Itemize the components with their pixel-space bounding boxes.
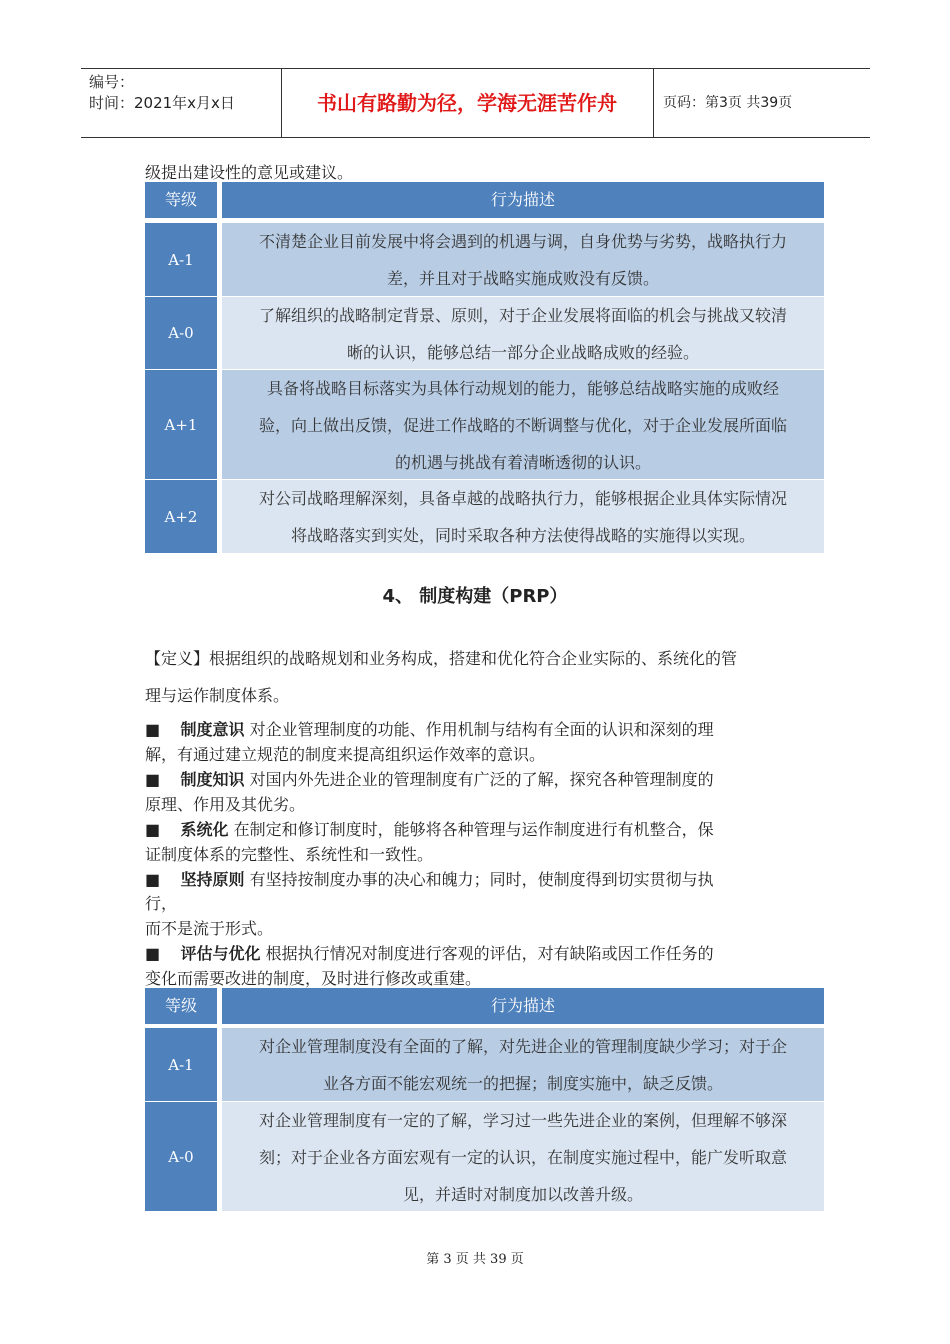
bullet-continuation: 原理、作用及其优劣。 (145, 795, 306, 814)
page-header (81, 68, 870, 138)
level-cell: A-0 (145, 1102, 217, 1211)
behavior-table-system (145, 988, 824, 1211)
bullet-term: 坚持原则 (180, 870, 245, 889)
table-header-row (145, 182, 824, 218)
bullet-text: 在制定和修订制度时，能够将各种管理与运作制度进行有机整合，保 (228, 820, 714, 839)
bullet-marker-icon: ■ (145, 870, 161, 889)
bullet-term: 系统化 (180, 820, 229, 839)
description-cell (222, 1028, 824, 1101)
description-line: 的机遇与挑战有着清晰透彻的认识。 (394, 453, 651, 472)
bullet-term: 制度意识 (180, 720, 245, 739)
intro-tail-text: 级提出建设性的意见或建议。 (145, 163, 354, 182)
column-header-description: 行为描述 (222, 988, 824, 1024)
bullet-term: 评估与优化 (180, 944, 261, 963)
description-cell (222, 223, 824, 296)
bullet-text: 对国内外先进企业的管理制度有广泛的了解，探究各种管理制度的 (244, 770, 714, 789)
table-header-row (145, 988, 824, 1024)
bullet-item (145, 817, 714, 840)
description-line: 晰的认识，能够总结一部分企业战略成败的经验。 (346, 343, 699, 362)
page-footer: 第 3 页 共 39 页 (426, 1252, 524, 1267)
bullet-term: 制度知识 (180, 770, 245, 789)
description-line: 见，并适时对制度加以改善升级。 (402, 1185, 643, 1204)
header-meta (81, 69, 289, 137)
description-line: 对企业管理制度没有全面的了解，对先进企业的管理制度缺少学习；对于企 (258, 1037, 787, 1056)
description-cell (222, 297, 824, 369)
description-line: 对企业管理制度有一定的了解，学习过一些先进企业的案例，但理解不够深 (258, 1111, 787, 1130)
header-page-info: 页码：第3页 共39页 (663, 95, 793, 111)
bullet-text: 根据执行情况对制度进行客观的评估，对有缺陷或因工作任务的 (260, 944, 714, 963)
level-cell: A+1 (145, 370, 217, 479)
description-line: 差，并且对于战略实施成败没有反馈。 (386, 269, 659, 288)
definition-line: 【定义】根据组织的战略规划和业务构成，搭建和优化符合企业实际的、系统化的管 (145, 649, 738, 668)
bullet-continuation: 行， (145, 894, 178, 913)
bullet-item (145, 867, 714, 890)
description-cell (222, 1102, 824, 1211)
description-cell (222, 480, 824, 553)
column-header-level: 等级 (145, 182, 217, 218)
description-line: 不清楚企业目前发展中将会遇到的机遇与调，自身优势与劣势，战略执行力 (258, 232, 787, 251)
bullet-item (145, 717, 714, 740)
header-motto: 书山有路勤为径，学海无涯苦作舟 (317, 91, 617, 115)
level-cell: A+2 (145, 480, 217, 553)
description-line: 刻；对于企业各方面宏观有一定的认识，在制度实施过程中，能广发听取意 (258, 1148, 787, 1167)
description-line: 具备将战略目标落实为具体行动规划的能力，能够总结战略实施的成败经 (266, 379, 779, 398)
bullet-text: 对企业管理制度的功能、作用机制与结构有全面的认识和深刻的理 (244, 720, 714, 739)
description-line: 将战略落实到实处，同时采取各种方法使得战略的实施得以实现。 (290, 526, 755, 545)
document-number: 编号： (89, 73, 135, 91)
bullet-marker-icon: ■ (145, 720, 161, 739)
column-header-description: 行为描述 (222, 182, 824, 218)
section-title: 4、 制度构建（PRP） (382, 586, 568, 607)
level-cell: A-1 (145, 1028, 217, 1101)
behavior-table-strategy (145, 182, 824, 553)
bullet-text: 有坚持按制度办事的决心和魄力；同时，使制度得到切实贯彻与执 (244, 870, 714, 889)
level-cell: A-1 (145, 223, 217, 296)
bullet-marker-icon: ■ (145, 820, 161, 839)
bullet-continuation: 变化而需要改进的制度，及时进行修改或重建。 (145, 969, 482, 988)
description-line: 业各方面不能宏观统一的把握；制度实施中，缺乏反馈。 (322, 1074, 723, 1093)
description-line: 验，向上做出反馈，促进工作战略的不断调整与优化，对于企业发展所面临 (258, 416, 787, 435)
definition-line: 理与运作制度体系。 (145, 686, 290, 705)
description-line: 对公司战略理解深刻，具备卓越的战略执行力，能够根据企业具体实际情况 (258, 489, 787, 508)
bullet-continuation: 解，有通过建立规范的制度来提高组织运作效率的意识。 (145, 745, 546, 764)
bullet-item (145, 941, 714, 964)
column-header-level: 等级 (145, 988, 217, 1024)
document-date: 时间：2021年x月x日 (89, 94, 235, 112)
bullet-marker-icon: ■ (145, 944, 161, 963)
bullet-continuation: 证制度体系的完整性、系统性和一致性。 (145, 845, 434, 864)
description-cell (222, 370, 824, 479)
description-line: 了解组织的战略制定背景、原则，对于企业发展将面临的机会与挑战又较清 (258, 306, 787, 325)
bullet-marker-icon: ■ (145, 770, 161, 789)
level-cell: A-0 (145, 297, 217, 369)
bullet-continuation: 而不是流于形式。 (145, 919, 274, 938)
header-divider (653, 69, 654, 137)
bullet-item (145, 767, 714, 790)
